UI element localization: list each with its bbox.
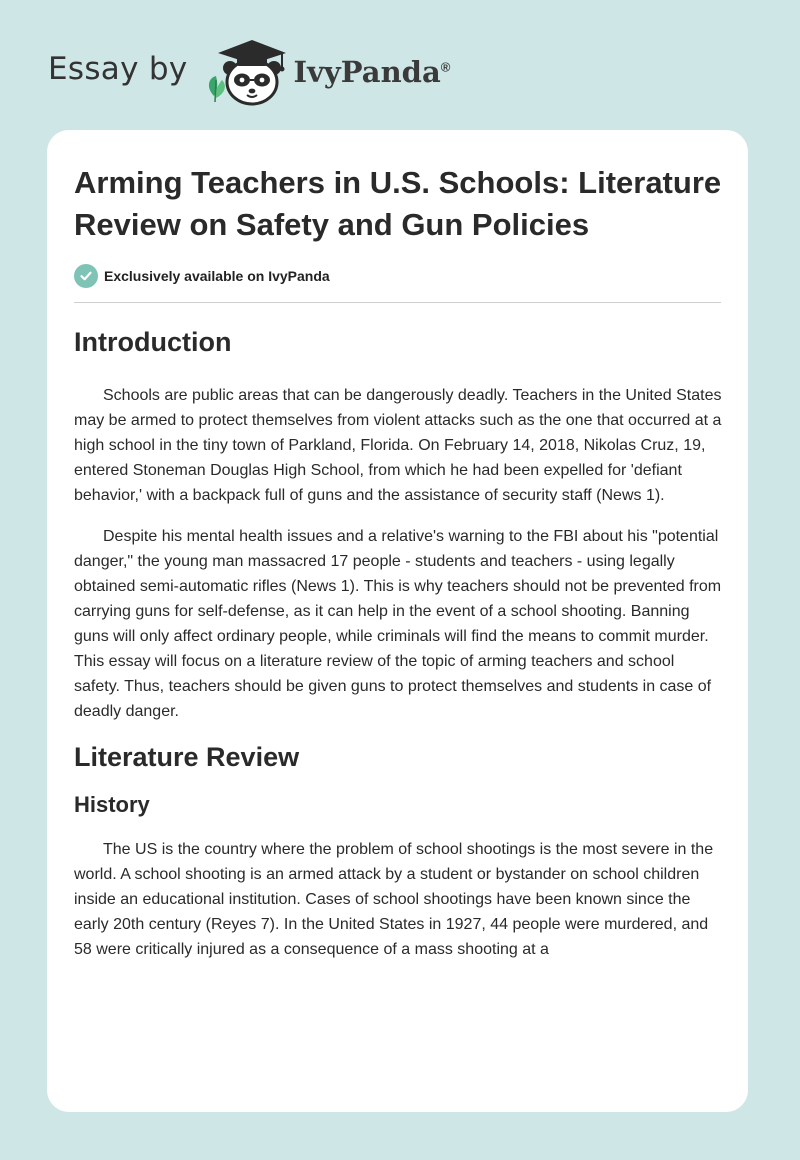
section-heading-introduction: Introduction (74, 327, 232, 357)
subsection-heading-history: History (74, 792, 150, 817)
ivypanda-logo-link[interactable] (204, 36, 451, 106)
paragraph: Schools are public areas that can be dangerously deadly. Teachers in the United States may be armed to protect themselves from violent attacks such as the one that occurred at a high school in the tiny town of Parkland, Florida. On February 14, 2018, Nikolas Cruz, 19, entered Stoneman Douglas High School, from which he had been expelled for 'defiant behavior,' with a backpack full of guns and the assistance of security staff (News 1). (74, 387, 722, 504)
panda-logo-icon (204, 36, 290, 106)
exclusive-badge-label: Exclusively available on IvyPanda (104, 268, 330, 284)
brand-name (294, 55, 451, 89)
checkmark-icon (74, 264, 98, 288)
leaf-icon (208, 76, 224, 102)
site-header (48, 36, 450, 106)
paragraph: The US is the country where the problem of school shootings is the most severe in the world. A school shooting is an armed attack by a student or bystander on school children inside an educational institution. Cases of school shootings have been known since the early 20th century (Reyes 7). In the United States in 1927, 44 people were murdered, and 58 were critically injured as a consequence of a mass shooting at a (74, 841, 714, 958)
registered-mark: ® (440, 59, 451, 75)
divider (74, 302, 721, 303)
brand-prefix: Essay by (48, 51, 188, 87)
paragraph: Despite his mental health issues and a relative's warning to the FBI about his "potential danger," the young man massacred 17 people - students and teachers - using legally obtained semi-automatic rifles (News 1). This is why teachers should not be prevented from carrying guns for self-defense, as it can help in the event of a school shooting. Banning guns will only affect ordinary people, while criminals will find the means to commit murder. This essay will focus on a literature review of the topic of arming teachers and school safety. Thus, teachers should be given guns to protect themselves and students in case of deadly danger. (74, 528, 722, 720)
essay-card (47, 130, 748, 1112)
brand-name-text: IvyPanda (293, 55, 441, 89)
essay-title: Arming Teachers in U.S. Schools: Literature Review on Safety and Gun Policies (74, 165, 722, 242)
section-heading-literature-review: Literature Review (74, 742, 300, 772)
exclusive-badge (74, 264, 722, 288)
